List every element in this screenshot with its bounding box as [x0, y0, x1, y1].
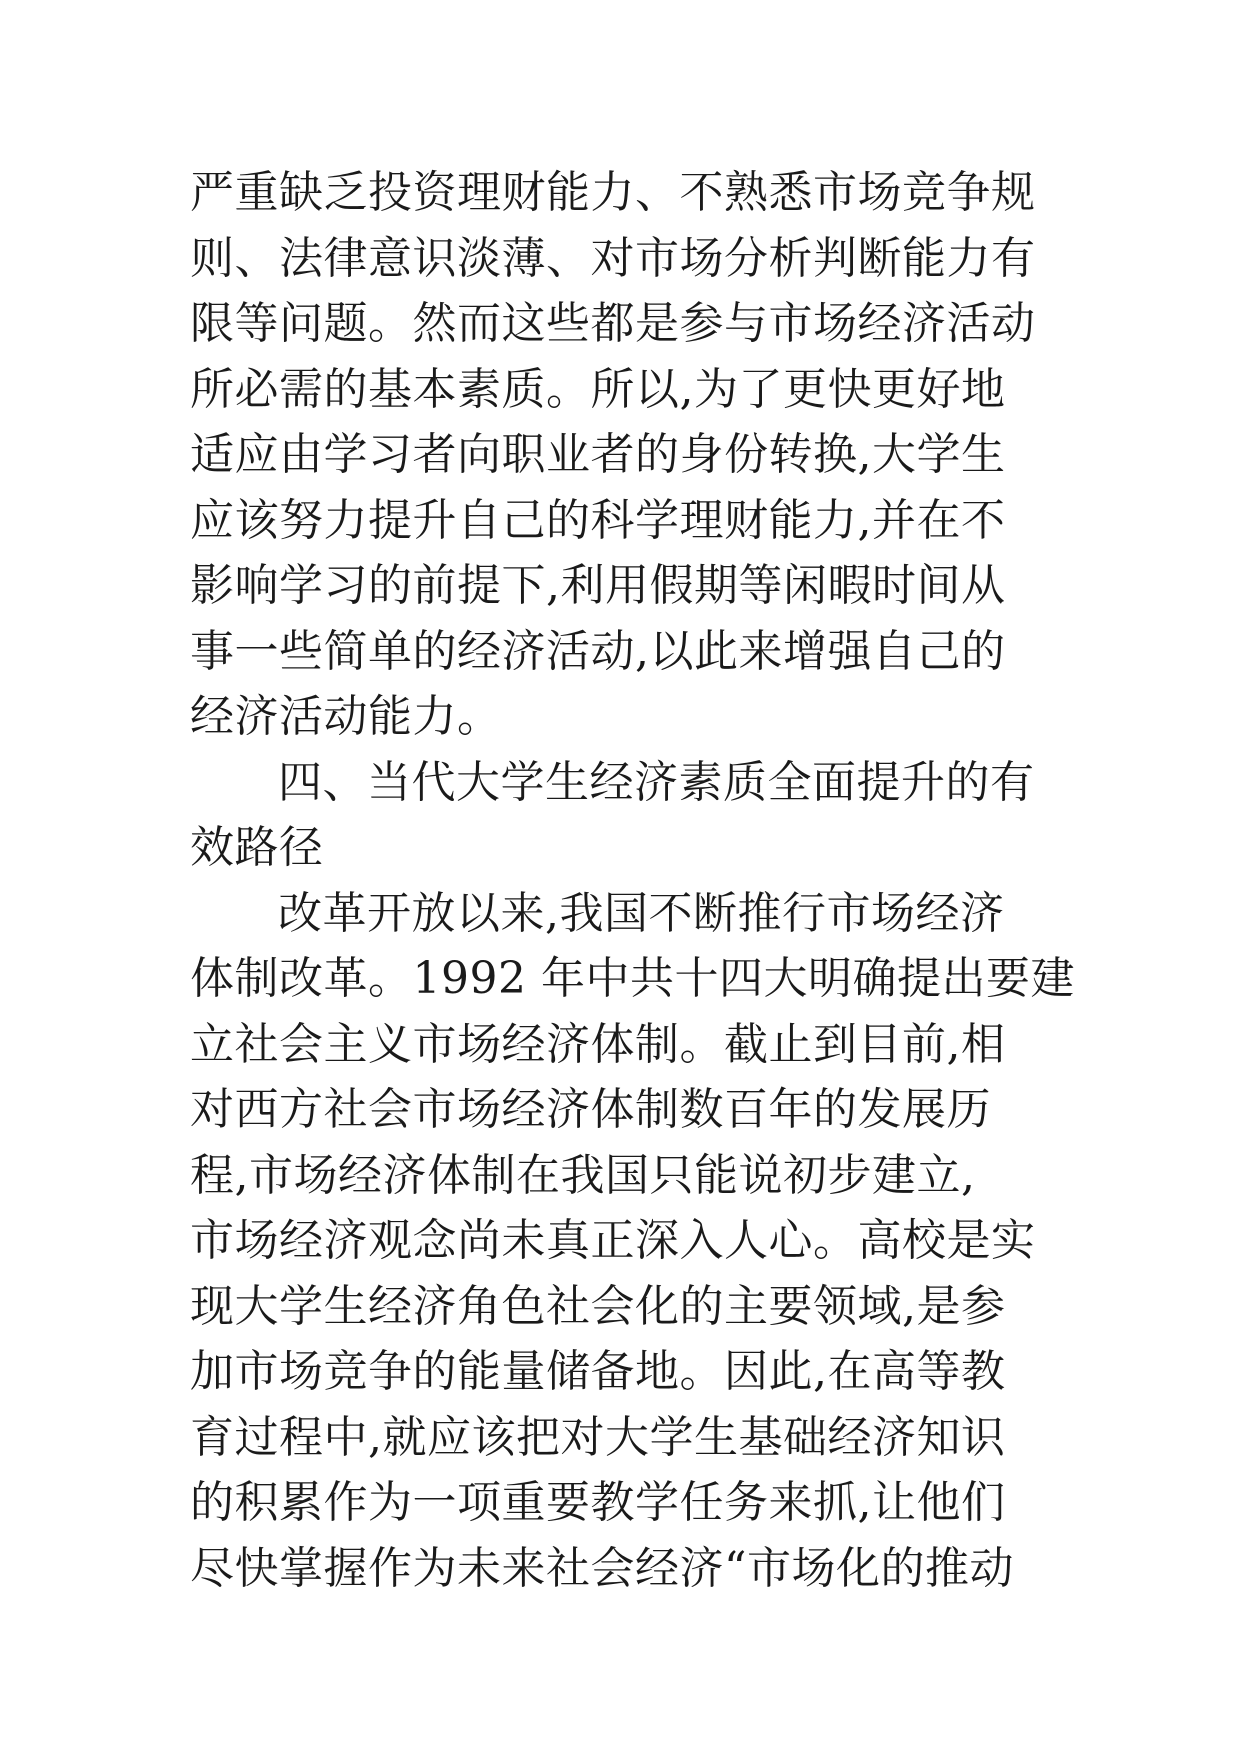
text-line: 市场经济观念尚未真正深入人心。高校是实 — [190, 1215, 1036, 1266]
text-line: 加市场竞争的能量储备地。因此,在高等教 — [190, 1346, 1006, 1397]
text-line: 尽快掌握作为未来社会经济“市场化的推动 — [190, 1542, 1014, 1594]
text-line: 应该努力提升自己的科学理财能力,并在不 — [190, 494, 1006, 546]
text-line: 则、法律意识淡薄、对市场分析判断能力有 — [190, 232, 1036, 284]
text-line: 程,市场经济体制在我国只能说初步建立, — [190, 1149, 976, 1201]
body-text — [190, 160, 1075, 1601]
text-line: 所必需的基本素质。所以,为了更快更好地 — [190, 363, 1006, 415]
text-line: 影响学习的前提下,利用假期等闲暇时间从 — [190, 560, 1006, 611]
text-line: 限等问题。然而这些都是参与市场经济活动 — [190, 298, 1036, 349]
text-line: 的积累作为一项重要教学任务来抓,让他们 — [190, 1477, 1006, 1528]
text-line: 严重缺乏投资理财能力、不熟悉市场竞争规 — [190, 167, 1036, 218]
paragraph-start: 改革开放以来,我国不断推行市场经济 — [278, 887, 1005, 939]
section-heading: 四、当代大学生经济素质全面提升的有 — [278, 756, 1035, 808]
text-line: 育过程中,就应该把对大学生基础经济知识 — [190, 1411, 1006, 1463]
text-line: 现大学生经济角色社会化的主要领域,是参 — [190, 1280, 1006, 1332]
text-line: 对西方社会市场经济体制数百年的发展历 — [190, 1084, 991, 1135]
text-line: 适应由学习者向职业者的身份转换,大学生 — [190, 429, 1006, 480]
text-line: 经济活动能力。 — [190, 691, 502, 742]
text-line: 立社会主义市场经济体制。截止到目前,相 — [190, 1018, 1006, 1070]
text-line: 体制改革。1992 年中共十四大明确提出要建 — [190, 953, 1075, 1004]
section-heading-continued: 效路径 — [190, 822, 324, 873]
text-line: 事一些简单的经济活动,以此来增强自己的 — [190, 625, 1006, 677]
